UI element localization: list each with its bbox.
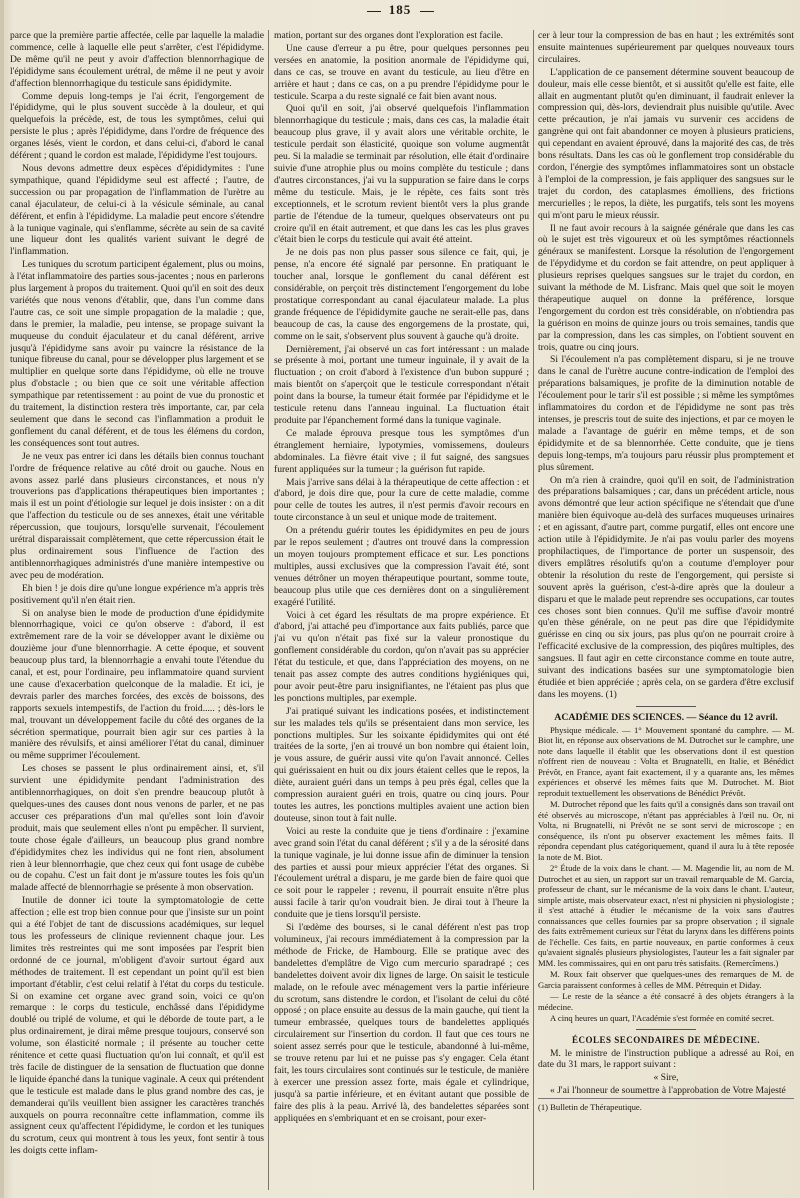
text-column-2: [274, 30, 529, 1190]
paragraph: Quoi qu'il en soit, j'ai observé quelquefois l'inflammation blennorrhagique du testicule ; mais, dans ces cas, la maladie était beaucoup plus grave, il y avait alors une véritable orchite, le testicule perdait son élasticité, quoique son volume augmentât peu. Si la maladie se terminait par résolution, elle était d'ordinaire suivie d'une atrophie plus ou moins complète du testicule ; dans d'autres circonstances, j'ai vu la suppuration se faire dans le corps même du testicule. Mais, je le répète, ces faits sont très exceptionnels, et le scrotum revient bientôt vers la plus grande partie de l'étendue de la tumeur, quelques observateurs ont pu croire qu'il en était autrement, et que dans les cas les plus graves c'était bien le corps du testicule qui avait été atteint.: [274, 103, 529, 246]
paragraph: Les tuniques du scrotum participent également, plus ou moins, à l'état inflammatoire des parties sous-jacentes ; nous en parlerons plus largement à propos du traitement. Quoi qu'il en soit des deux variétés que nous venons d'établir, que, dans l'un comme dans l'autre cas, ce soit une simple propagation de la maladie ; que, dans le premier, la maladie, peu intense, se propage suivant la muqueuse du conduit éjaculateur et du canal déférent, arrive jusqu'à l'épididyme sans avoir pu vaincre la résistance de la tunique fibreuse du canal, pour se développer plus largement et se multiplier en quelque sorte dans l'épididyme, où elle ne trouve plus d'obstacle ; ou bien que ce soit une véritable affection sympathique par retentissement : au point de vue du pronostic et du traitement, la distinction restera très importante, car, par cela seulement que dans le second cas l'inflammation a produit le gonflement du canal déférent, et de tous les élémens du cordon, les conséquences sont tout autres.: [10, 259, 264, 449]
paragraph: parce que la première partie affectée, celle par laquelle la maladie commence, celle à laquelle elle peut s'arrêter, c'est l'épididyme. De même qu'il ne peut y avoir d'affection blennorrhagique de l'épididyme sans écoulement urétral, de même il ne peut y avoir d'affection blennorrhagique du testicule sans épididymite.: [10, 30, 264, 89]
paragraph: Mais j'arrive sans délai à la thérapeutique de cette affection : et d'abord, je dois dire que, pour la cure de cette maladie, comme pour celle de toutes les autres, il n'est permis d'avoir recours en toute circonstance à un seul et unique mode de traitement.: [274, 476, 529, 524]
paragraph: L'application de ce pansement détermine souvent beaucoup de douleur, mais elle cesse bientôt, et si aussitôt qu'elle est faite, elle allait en augmentant plutôt qu'en diminuant, il faudrait enlever la compression qui, dès-lors, deviendrait plus nuisible qu'utile. Avec cette précaution, je n'ai jamais vu survenir ces accidens de gangrène qui ont fait abandonner ce moyen à plusieurs praticiens, qui cependant en avaient éprouvé, dans la majorité des cas, de très bons résultats. Dans les cas où le gonflement trop considérable du cordon, l'énergie des symptômes inflammatoires sont un obstacle à l'emploi de la compression, je fais appliquer des sangsues sur le trajet du cordon, des cataplasmes émolliens, des frictions mercurielles ; le repos, la diète, les purgatifs, tels sont les moyens qui m'ont paru le mieux réussir.: [538, 66, 794, 221]
paragraph: Nous devons admettre deux espèces d'épididymites : l'une sympathique, quand l'épididyme seul est affecté ; l'autre, de succession ou par propagation de l'inflammation de l'urètre au canal éjaculateur, de celui-ci à la vésicule séminale, au canal déférent, et enfin à l'épididyme. La maladie peut encore s'étendre à la tunique vaginale, qui s'enflamme, sécrète au sein de sa cavité une liqueur dont les qualités varient suivant le degré de l'inflammation.: [10, 162, 264, 258]
paragraph: Si l'œdème des bourses, si le canal déférent n'est pas trop volumineux, j'ai recours immédiatement à la compression par la méthode de Fricke, de Hambourg. Elle se pratique avec des bandelettes d'emplâtre de Vigo cum mercurio sparadrapé ; ces bandelettes doivent avoir dix lignes de large. On saisit le testicule malade, on le refoule avec ménagement vers la partie inférieure du scrotum, sans distendre le cordon, et l'isolant de celui du côté opposé ; on place ensuite au dessus de la main gauche, qui tient la tumeur embrassée, quelques tours de bandelettes appliqués circulairement sur l'insertion du cordon. Il faut que ces tours ne soient assez serrés pour que le testicule, abandonné à lui-même, se trouve retenu par lui et ne puisse pas s'y engager. Cela étant fait, les tours circulaires sont continués sur le testicule, de manière à exercer une pression assez forte, mais égale et cylindrique, jusqu'à sa partie inférieure, et en évitant autant que possible de faire des plis à la peau. Arrivé là, des bandelettes séparées sont appliquées en s'embriquant et en se croisant, pour exer-: [274, 922, 529, 1124]
paragraph: Eh bien ! je dois dire qu'une longue expérience m'a appris très positivement qu'il n'en était rien.: [10, 582, 264, 606]
paragraph: Ce malade éprouva presque tous les symptômes d'un étranglement herniaire, lypotymies, vomissemens, douleurs abdominales. La fièvre était vive ; il fut saigné, des sangsues furent appliquées sur la tumeur ; la guérison fut rapide.: [274, 427, 529, 475]
text-column-1: [10, 30, 264, 1190]
paragraph: « J'ai l'honneur de soumettre à l'approbation de Votre Majesté: [550, 1085, 786, 1097]
paragraph: Comme depuis long-temps je l'ai écrit, l'engorgement de l'épididyme, qui le plus souvent succède à la douleur, et qui quelquefois la précède, est, de tous les symptômes, celui qui persiste le plus ; après l'épididyme, dans l'ordre de fréquence des organes lésés, vient le cordon, et dans celui-ci, d'abord le canal déférent ; quand le cordon est malade, l'épididyme l'est toujours.: [10, 90, 264, 162]
paragraph: Physique médicale. — 1° Mouvement spontané du camphre. — M. Biot lit, en réponse aux observations de M. Dutrochet sur le camphre, une note dans laquelle il établit que les observations dont il est question n'offrent rien de nouveau : Volta et Brugnatelli, en Italie, et Bénédict Prévôt, en France, ayant fait exactement, il y a quarante ans, les mêmes expériences et observé les mêmes faits que M. Dutrochet. M. Biot reproduit textuellement les observations de Bénédict Prévôt.: [538, 724, 794, 798]
paragraph: Les choses se passent le plus ordinairement ainsi, et, s'il survient une épididymite pendant l'administration des antiblennorrhagiques, on doit s'en prendre beaucoup plutôt à quelques-unes des causes dont nous venons de parler, et ne pas accuser ces préparations d'un mal qu'elles sont loin d'avoir produit, mais que seulement elles n'ont pu empêcher. Il survient, toute chose égale d'ailleurs, un beaucoup plus grand nombre d'épididymites chez les individus qui ne font rien, absolument rien à leur blennorrhagie, que chez ceux qui font usage de cubèbe ou de copahu. C'est un fait dont je m'assure toutes les fois qu'un malade affecté de blennorrhagie se présente à mon observation.: [10, 763, 264, 894]
footnote: (1) Bulletin de Thérapeutique.: [538, 1098, 794, 1114]
paragraph: On m'a rien à craindre, quoi qu'il en soit, de l'administration des préparations balsamiques ; car, dans un précédent article, nous avons démontré que leur action spécifique ne s'étendait que d'une manière bien équivoque au-delà des surfaces muqueuses urinaires ; et en agissant, d'autre part, comme purgatif, elles ont encore une action utile à l'épididymite. Je n'ai pas voulu parler des moyens prophilactiques, de l'importance de porter un suspensoir, des divers emplâtres résolutifs qu'on a coutume d'employer pour obtenir la résolution du reste de l'engorgement, qui persiste si souvent après la guérison, c'est-à-dire après que la douleur a disparu et que le malade peut reprendre ses occupations, car toutes ces choses sont bien connues. Qu'il me suffise d'avoir montré qu'en thèse générale, on ne peut pas dire que l'épididymite guérisse en cinq ou six jours, pas plus qu'on ne pourrait croire à l'efficacité exclusive de la compression, des piqûres multiples, des sangsues. Il faut agir en cette circonstance comme en toute autre, suivant des indications basées sur une symptomatologie bien étudiée et bien appréciée ; après cela, on se gardera d'être exclusif dans les moyens. (1): [538, 474, 794, 700]
paragraph: — Le reste de la séance a été consacré à des objets étrangers à la médecine.: [538, 991, 794, 1012]
paragraph: Une cause d'erreur a pu être, pour quelques personnes peu versées en anatomie, la position anormale de l'épididyme qui, dans ce cas, se trouve en avant du testicule, au lieu d'être en arrière et haut ; dans ce cas, on a pu prendre l'épididyme pour le testicule. Scarpa a du reste signalé ce fait bien avant nous.: [274, 42, 529, 102]
paragraph: 2° Étude de la voix dans le chant. — M. Magendie lit, au nom de M. Dutrochet et au sien, un rapport sur un travail remarquable de M. Garcia, professeur de chant, sur le mécanisme de la voix dans le chant. L'auteur, simple artiste, mais observateur exact, n'est ni physicien ni physiologiste ; il s'est attaché à étudier le mécanisme de la voix sans d'autres connaissances que celles fournies par sa propre observation ; il signale des faits extrêmement curieux sur l'état du larynx dans les différens points de l'échelle. Ces faits, en partie nouveaux, en partie conformes à ceux qu'avaient signalés plusieurs physiologistes, l'auteur les a fait signaler par MM. les commissaires, qui en ont paru très satisfaits. (Remercîmens.): [538, 863, 794, 968]
paragraph: On a prétendu guérir toutes les épididymites en peu de jours par le repos seulement ; d'autres ont trouvé dans la compression un moyen toujours promptement efficace et sur. Les ponctions multiples, aussi exclusives que la compression l'avait été, sont venues détrôner un moyen thérapeutique pourtant, somme toute, beaucoup plus utile que ces dernières dont on a singulièrement exagéré l'utilité.: [274, 525, 529, 608]
paragraph: Si l'écoulement n'a pas complètement disparu, si je ne trouve dans le canal de l'urètre aucune contre-indication de l'emploi des préparations balsamiques, je profite de la diminution notable de l'écoulement pour le tarir s'il est possible ; si même les symptômes inflammatoires du cordon et de l'épididyme ne sont pas très intenses, je prescris tout de suite des injections, et par ce moyen le malade a l'avantage de guérir en même temps, et de son épididymite et de sa blennorrhée. Cette conduite, que je tiens depuis long-temps, m'a toujours paru réussir plus promptement et plus sûrement.: [538, 354, 794, 473]
paragraph: M. Dutrochet répond que les faits qu'il a consignés dans son travail ont été observés au microscope, n'étant pas appréciables à l'œil nu. Or, ni Volta, ni Brugnatelli, ni Prévôt ne se sont servi de microscope ; en conséquence, ils n'ont pu observer exactement les mêmes faits. Il répondra cependant plus catégoriquement, quand il aura lu à tête reposée la note de M. Biot.: [538, 799, 794, 862]
paragraph: Je ne veux pas entrer ici dans les détails bien connus touchant l'ordre de fréquence relative au côté droit ou gauche. Nous en avons assez parlé dans plusieurs circonstances, et nous n'y trouverions pas d'applications thérapeutiques bien importantes ; mais il est un point d'étiologie sur lequel je dois insister : on a dit que l'affection du testicule ou de ses annexes, était une véritable répercussion, que toujours, lorsqu'elle survenait, l'écoulement urétral disparaissait complètement, que cette répercussion était le plus ordinairement sous l'influence de l'action des antiblennorrhagiques administrés d'une manière intempestive ou avec peu de modération.: [10, 450, 264, 581]
salutation: « Sire,: [653, 1072, 679, 1084]
paragraph: J'ai pratiqué suivant les indications posées, et indistinctement sur les malades tels qu'ils se présentaient dans mon service, les ponctions multiples. Sur les soixante épididymites qui ont été traitées de la sorte, j'en ai trouvé un bon nombre qui étaient loin, je vous assure, de guérir aussi vite qu'on l'avait annoncé. Celles qui guérissaient en huit ou dix jours étaient celles que le repos, la diète, auraient guéri dans un temps à peu près égal, celles que la compression auraient guéri en trois, quatre ou cinq jours. Pour toutes les autres, les ponctions multiples avaient une action bien douteuse, sinon tout à fait nulle.: [274, 705, 529, 824]
section-rule: [636, 706, 696, 707]
paragraph: Si on analyse bien le mode de production d'une épididymite blennorrhagique, voici ce qu'on observe : d'abord, il est extrêmement rare de la voir se développer avant le dixième ou douzième jour d'une blennorrhagie. A cette époque, et souvent beaucoup plus tard, la blennorrhagie a envahi toute l'étendue du canal, et est, pour l'ordinaire, peu inflammatoire quand survient une cause d'exacerbation quelconque de la maladie. Et ici, je devrais parler des marches forcées, des excès de boissons, des rapports sexuels intempestifs, de l'action du froid..... ; dès-lors le mal, trouvant un développement facile du côté des organes de la sécrétion spermatique, pourrait bien agir sur ces parties à la manière des révulsifs, et ainsi améliorer l'état du canal, diminuer ou même supprimer l'écoulement.: [10, 607, 264, 762]
header-rule-right: [420, 11, 434, 12]
page-header: [0, 2, 800, 22]
header-rule-left: [367, 11, 381, 12]
paragraph: M. Roux fait observer que quelques-unes des remarques de M. de Garcia paraissent conformes à celles de MM. Pétrequin et Diday.: [538, 969, 794, 990]
section-heading-ecoles: ÉCOLES SECONDAIRES DE MÉDECINE.: [571, 1034, 761, 1045]
paragraph: Dernièrement, j'ai observé un cas fort intéressant : un malade se présente à moi, portant une tumeur inguinale, il y avait de la fluctuation ; on croit d'abord à l'existence d'un bubon suppuré ; mais bientôt on s'aperçoit que le testicule correspondant n'était point dans la bourse, la tumeur était formée par l'épididyme et le testicule retenu dans l'anneau inguinal. La fluctuation était produite par l'épanchement formé dans la tunique vaginale.: [274, 343, 529, 426]
paragraph: cer à leur tour la compression de bas en haut ; les extrémités sont ensuite maintenues supérieurement par quelques nouveaux tours circulaires.: [538, 30, 794, 65]
paragraph: A cinq heures un quart, l'Académie s'est formée en comité secret.: [550, 1013, 775, 1024]
section-rule: [636, 1029, 696, 1030]
text-column-3: [538, 30, 794, 1190]
column-divider: [533, 30, 534, 1190]
paragraph: mation, portant sur des organes dont l'exploration est facile.: [274, 30, 504, 41]
page-binding-edge: [0, 0, 4, 1198]
paragraph: Voici au reste la conduite que je tiens d'ordinaire : j'examine avec grand soin l'état du canal déférent ; s'il y a de la sérosité dans la tunique vaginale, je lui donne issue afin de diminuer la tension des parties et aussi pour mieux apprécier l'état des organes. Si l'écoulement urétral a disparu, je me garde bien de faire quoi que ce soit pour le rappeler ; revenu, il pourrait ensuite n'être plus aussi facile à tarir qu'on voudrait bien. Je dirai tout à l'heure la conduite que je tiens lorsqu'il persiste.: [274, 825, 529, 921]
paragraph: M. le ministre de l'instruction publique a adressé au Roi, en date du 31 mars, le rapport suivant :: [538, 1047, 794, 1071]
section-heading-academie: ACADÉMIE DES SCIENCES. — Séance du 12 avril.: [554, 711, 778, 723]
page-number: 185: [388, 2, 412, 17]
paragraph: Inutile de donner ici toute la symptomatologie de cette affection ; elle est trop bien connue pour que j'insiste sur un point qui a été l'objet de tant de discussions académiques, sur lequel tous les professeurs de clinique reviennent chaque jour. Les limites très restreintes qui me sont imposées par l'esprit bien ordonné de ce journal, m'obligent d'avoir surtout égard aux méthodes de traitement. Il est cependant un point qu'il est bien important d'établir, c'est celui relatif à l'état du corps du testicule. Si on examine cet organe avec grand soin, voici ce qu'on remarque : le corps du testicule, enchâssé dans l'épididyme doublé ou triplé de volume, et qui le déborde de toute part, a le plus ordinairement, je dirai même presque toujours, conservé son volume, son élasticité normale ; il présente au toucher cette rénitence et cette quasi fluctuation qu'on lui connaît, et qu'il est très facile de distinguer de la sensation de fluctuation que donne le liquide épanché dans la tunique vaginale. A ceux qui prétendent que le testicule est malade dans le plus grand nombre des cas, je demanderai qu'ils veuillent bien assigner les caractères tranchés auxquels on pourra reconnaître cette inflammation, comme ils assignent ceux qu'affectent l'épididyme, le cordon et les tuniques du scrotum, ceux qui montrent à tous les yeux, font sentir à tous les doigts cette inflam-: [10, 895, 264, 1157]
column-divider: [268, 30, 269, 1190]
paragraph: Voici à cet égard les résultats de ma propre expérience. Et d'abord, j'ai attaché peu d'importance aux faits publiés, parce que j'ai vu qu'on n'était pas fixé sur la valeur pronostique du gonflement considérable du cordon, qu'on n'avait pas su apprécier l'état du testicule, et que, dans l'appréciation des moyens, on ne tenait pas assez compte des autres conditions hygiéniques qui, pour avoir peut-être paru insignifiantes, ne l'étaient pas plus que les ponctions multiples, par exemple.: [274, 609, 529, 704]
paragraph: Je ne dois pas non plus passer sous silence ce fait, qui, je pense, n'a encore été signalé par personne. En pratiquant le toucher anal, lorsque le gonflement du canal déférent est considérable, on perçoit très distinctement l'engorgement du lobe prostatique correspondant au canal éjaculateur malade. La plus grande fréquence de l'épididymite gauche ne serait-elle pas, dans beaucoup de cas, la cause des engorgemens de la prostate, qui, comme on le sait, s'observent plus souvent à gauche qu'à droite.: [274, 247, 529, 342]
paragraph: Il ne faut avoir recours à la saignée générale que dans les cas où le sujet est très vigoureux et où les symptômes réactionnels généraux se manifestent. Lorsque la résolution de l'engorgement de l'épydidyme et du cordon se fait attendre, on peut appliquer à plusieurs reprises quelques sangsues sur le trajet du cordon, en suivant la méthode de M. Lisfranc. Mais quel que soit le moyen thérapeutique auquel on donne la préférence, lorsque l'engorgement du cordon est très considérable, on n'obtiendra pas la guérison en moins de quinze jours ou trois semaines, tandis que par la compression, dans les cas simples, on l'obtient souvent en trois, quatre ou cinq jours.: [538, 222, 794, 353]
